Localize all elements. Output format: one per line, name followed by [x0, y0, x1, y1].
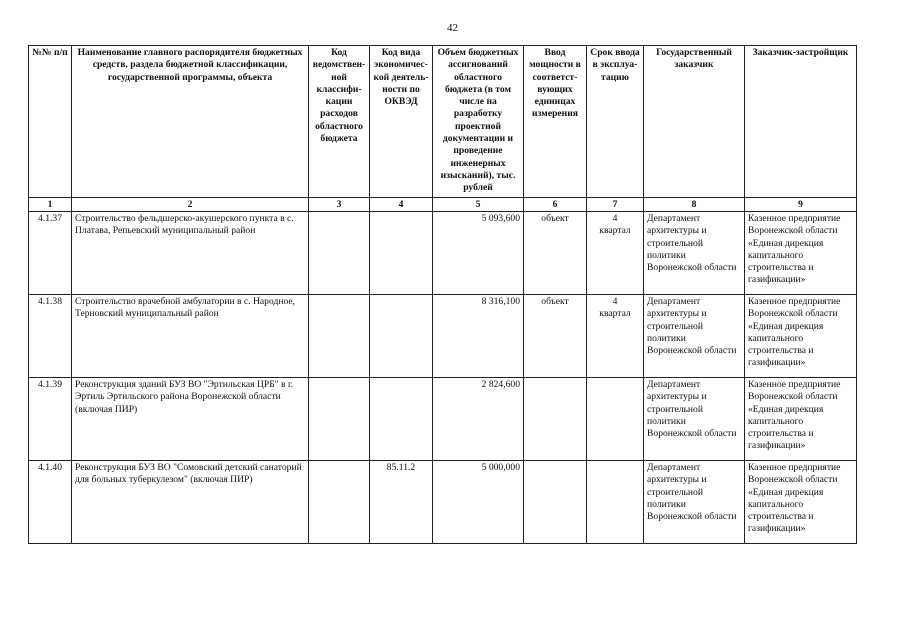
term-unit: квартал	[599, 308, 631, 320]
capacity: объект	[524, 212, 587, 295]
table-row	[29, 461, 857, 544]
developer: Казенное предприятие Воронежской области «Единая дирекция капитального строительства и газификации»	[745, 461, 857, 544]
object-name: Реконструкция зданий БУЗ ВО "Эртильская ЦРБ" в г. Эртиль Эртильского района Воронежской области (включая ПИР)	[72, 378, 309, 461]
row-number: 4.1.39	[29, 378, 72, 461]
okved-code	[370, 378, 433, 461]
commission-term	[587, 212, 644, 295]
term-unit: квартал	[599, 225, 631, 237]
header-cell: Код вида экономической деятельности по ОКВЭД	[370, 46, 433, 198]
header-cell: Ввод мощности в соответствующих единицах измерения	[524, 46, 587, 198]
header-cell: Наименование главного распорядителя бюджетных средств, раздела бюджетной классификации, государственной программы, объекта	[72, 46, 309, 198]
developer: Казенное предприятие Воронежской области «Единая дирекция капитального строительства и газификации»	[745, 378, 857, 461]
column-number: 1	[29, 198, 72, 212]
header-cell: Код ведомственной классификации расходов областного бюджета	[309, 46, 370, 198]
commission-term	[587, 461, 644, 544]
header-cell: Государственный заказчик	[644, 46, 745, 198]
row-number: 4.1.40	[29, 461, 72, 544]
budget-amount: 2 824,600	[433, 378, 524, 461]
okved-code	[370, 295, 433, 378]
column-number: 9	[745, 198, 857, 212]
header-row	[29, 46, 857, 198]
budget-table	[28, 45, 857, 544]
column-number: 6	[524, 198, 587, 212]
column-number: 2	[72, 198, 309, 212]
column-number: 4	[370, 198, 433, 212]
column-number: 8	[644, 198, 745, 212]
commission-term	[587, 295, 644, 378]
table-row	[29, 378, 857, 461]
header-cell: №№ п/п	[29, 46, 72, 198]
state-customer: Департамент архитектуры и строительной политики Воронежской области	[644, 378, 745, 461]
vedom-code	[309, 295, 370, 378]
okved-code	[370, 212, 433, 295]
page-number: 42	[447, 22, 458, 34]
column-number-row	[29, 198, 857, 212]
object-name: Строительство фельдшерско-акушерского пункта в с. Платава, Репьевский муниципальный район	[72, 212, 309, 295]
column-number: 5	[433, 198, 524, 212]
column-number: 7	[587, 198, 644, 212]
budget-amount: 5 000,000	[433, 461, 524, 544]
object-name: Реконструкция БУЗ ВО "Сомовский детский санаторий для больных туберкулезом" (включая ПИР)	[72, 461, 309, 544]
capacity	[524, 461, 587, 544]
state-customer: Департамент архитектуры и строительной политики Воронежской области	[644, 461, 745, 544]
vedom-code	[309, 461, 370, 544]
commission-term	[587, 378, 644, 461]
row-number: 4.1.37	[29, 212, 72, 295]
object-name: Строительство врачебной амбулатории в с. Народное, Терновский муниципальный район	[72, 295, 309, 378]
state-customer: Департамент архитектуры и строительной политики Воронежской области	[644, 295, 745, 378]
column-number: 3	[309, 198, 370, 212]
capacity: объект	[524, 295, 587, 378]
term-number: 4	[612, 213, 618, 224]
header-cell: Объем бюджетных ассигнований областного бюджета (в том числе на разработку проектной документации и проведение инженерных изысканий), тыс. рублей	[433, 46, 524, 198]
developer: Казенное предприятие Воронежской области «Единая дирекция капитального строительства и газификации»	[745, 212, 857, 295]
header-cell: Срок ввода в эксплуатацию	[587, 46, 644, 198]
header-cell: Заказчик-застройщик	[745, 46, 857, 198]
capacity	[524, 378, 587, 461]
budget-amount: 5 093,600	[433, 212, 524, 295]
developer: Казенное предприятие Воронежской области «Единая дирекция капитального строительства и газификации»	[745, 295, 857, 378]
okved-code: 85.11.2	[370, 461, 433, 544]
table-row	[29, 295, 857, 378]
state-customer: Департамент архитектуры и строительной политики Воронежской области	[644, 212, 745, 295]
row-number: 4.1.38	[29, 295, 72, 378]
vedom-code	[309, 212, 370, 295]
term-number: 4	[612, 296, 618, 307]
table-row	[29, 212, 857, 295]
vedom-code	[309, 378, 370, 461]
budget-amount: 8 316,100	[433, 295, 524, 378]
